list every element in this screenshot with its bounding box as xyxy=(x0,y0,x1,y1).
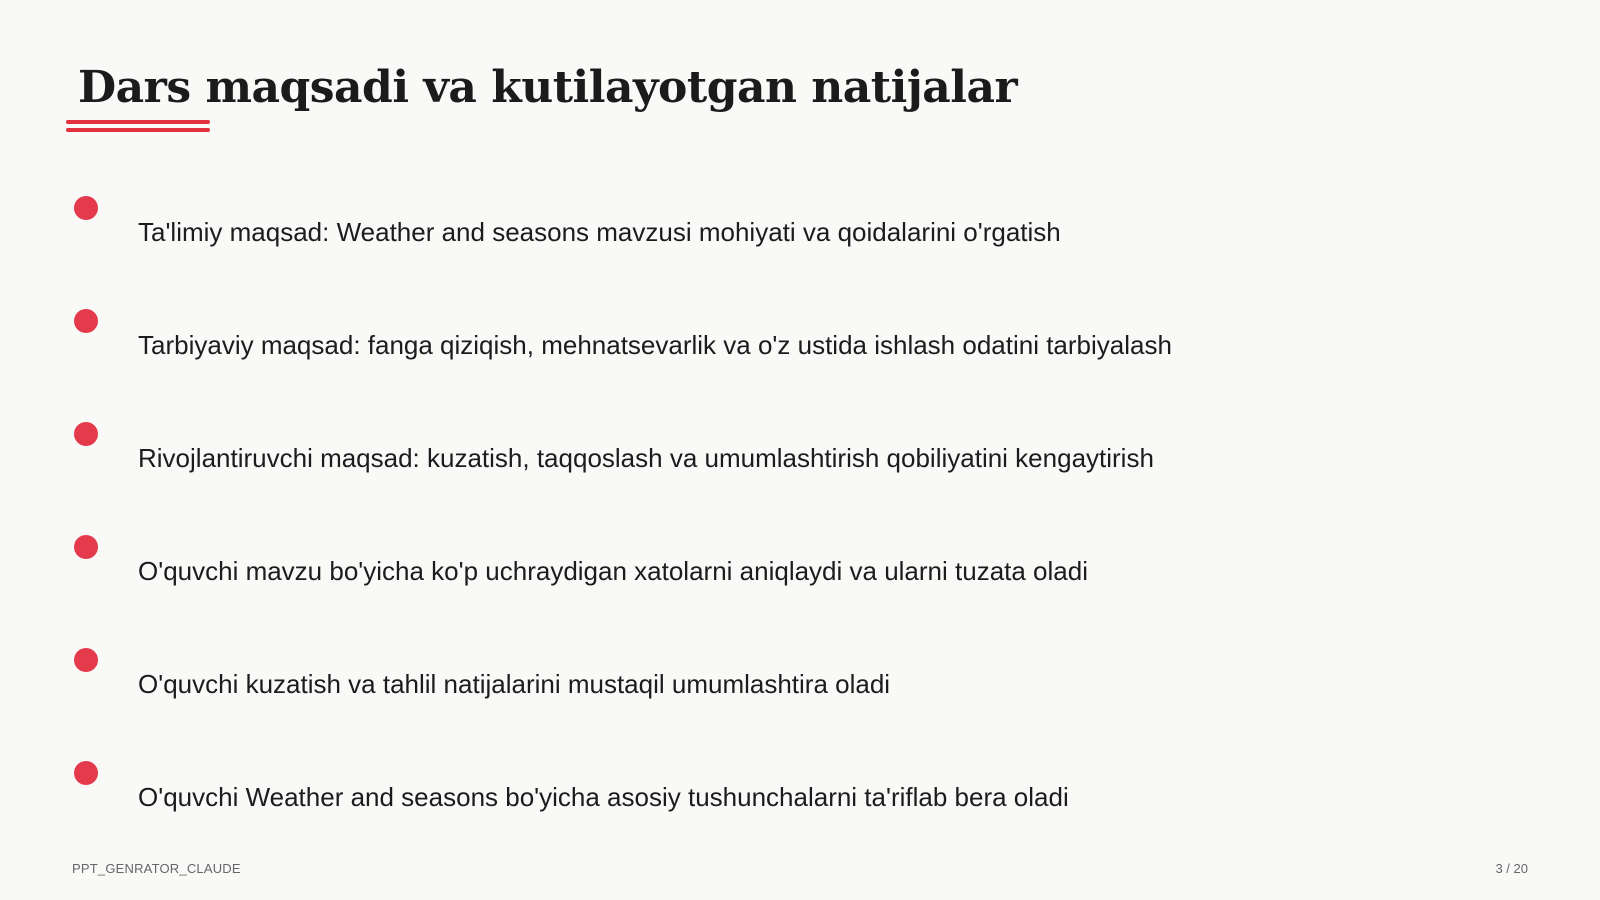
page-number: 3 / 20 xyxy=(1495,861,1528,876)
bullet-item xyxy=(0,422,1600,512)
bullet-item xyxy=(0,535,1600,625)
bullet-dot-icon xyxy=(74,196,98,220)
bullet-item xyxy=(0,309,1600,399)
bullet-item xyxy=(0,648,1600,738)
bullet-item xyxy=(0,761,1600,851)
bullet-text: Tarbiyaviy maqsad: fanga qiziqish, mehnatsevarlik va o'z ustida ishlash odatini tarbiyalash xyxy=(138,330,1172,360)
bullet-dot-icon xyxy=(74,535,98,559)
bullet-dot-icon xyxy=(74,309,98,333)
bullet-item xyxy=(0,196,1600,286)
bullet-text: Ta'limiy maqsad: Weather and seasons mavzusi mohiyati va qoidalarini o'rgatish xyxy=(138,217,1061,247)
bullet-text: O'quvchi Weather and seasons bo'yicha asosiy tushunchalarni ta'riflab bera oladi xyxy=(138,782,1069,812)
bullet-text: O'quvchi kuzatish va tahlil natijalarini mustaqil umumlashtira oladi xyxy=(138,669,891,699)
footer-brand: PPT_GENRATOR_CLAUDE xyxy=(72,861,241,876)
bullet-text: Rivojlantiruvchi maqsad: kuzatish, taqqoslash va umumlashtirish qobiliyatini kengaytirish xyxy=(138,443,1154,473)
bullet-dot-icon xyxy=(74,761,98,785)
bullet-text: O'quvchi mavzu bo'yicha ko'p uchraydigan xatolarni aniqlaydi va ularni tuzata oladi xyxy=(138,556,1088,586)
slide-title: Dars maqsadi va kutilayotgan natijalar xyxy=(78,62,1018,113)
bullet-dot-icon xyxy=(74,422,98,446)
bullet-dot-icon xyxy=(74,648,98,672)
